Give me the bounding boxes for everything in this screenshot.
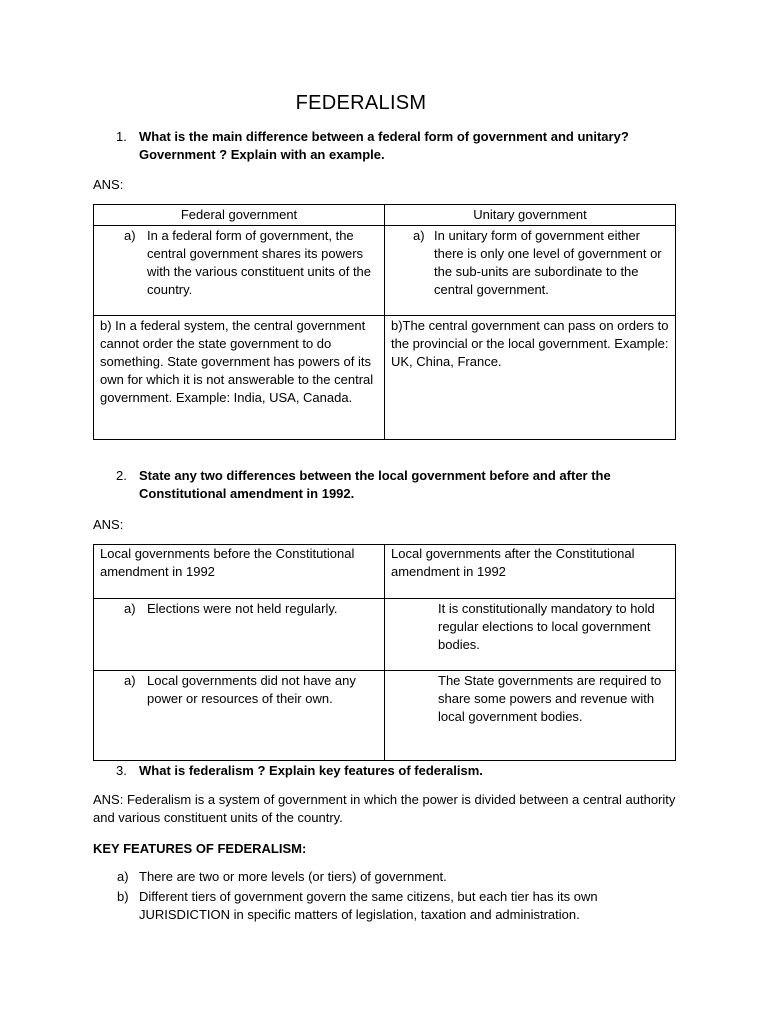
after-point-1: It is constitutionally mandatory to hold regular elections to local government bodies. bbox=[438, 601, 655, 652]
list-item bbox=[100, 600, 378, 618]
list-item bbox=[100, 672, 378, 708]
header-after-amendment: Local governments after the Constitutional amendment in 1992 bbox=[385, 545, 676, 599]
question-3 bbox=[116, 762, 676, 780]
question-3-number: 3. bbox=[116, 763, 127, 778]
federal-point-a: In a federal form of government, the central government shares its powers with the various constituent units of the country. bbox=[147, 228, 372, 297]
table-row bbox=[94, 316, 676, 440]
question-1-text: What is the main difference between a federal form of government and unitary? Government ? Explain with an example. bbox=[139, 129, 629, 162]
federal-vs-unitary-table bbox=[93, 204, 676, 440]
question-1-number: 1. bbox=[116, 129, 127, 144]
table-row bbox=[94, 599, 676, 671]
feature-marker: a) bbox=[117, 869, 129, 884]
question-3-text: What is federalism ? Explain key features of federalism. bbox=[139, 763, 483, 778]
table-header-row bbox=[94, 545, 676, 599]
table-cell bbox=[94, 671, 385, 761]
list-item bbox=[391, 227, 669, 299]
answer-3-text: ANS: Federalism is a system of government in which the power is divided between a central authority and various constituent units of the country. bbox=[93, 792, 676, 825]
table-cell bbox=[94, 226, 385, 316]
list-marker: a) bbox=[124, 673, 136, 688]
list-marker: a) bbox=[124, 228, 136, 243]
question-2-number: 2. bbox=[116, 468, 127, 483]
question-2 bbox=[116, 467, 676, 503]
feature-text: There are two or more levels (or tiers) of government. bbox=[139, 869, 447, 884]
before-point-2: Local governments did not have any power or resources of their own. bbox=[147, 673, 356, 706]
feature-text: Different tiers of government govern the same citizens, but each tier has its own JURISDICTION in specific matters of legislation, taxation and administration. bbox=[139, 889, 598, 922]
header-before-amendment: Local governments before the Constitutional amendment in 1992 bbox=[94, 545, 385, 599]
question-2-text: State any two differences between the local government before and after the Constitutional amendment in 1992. bbox=[139, 468, 611, 501]
after-point-2: The State governments are required to share some powers and revenue with local government bodies. bbox=[438, 673, 662, 724]
table-cell bbox=[385, 671, 676, 761]
table-cell bbox=[94, 599, 385, 671]
list-marker: a) bbox=[124, 601, 136, 616]
feature-item bbox=[117, 888, 677, 924]
header-federal-government: Federal government bbox=[94, 205, 385, 226]
table-cell bbox=[385, 599, 676, 671]
list-item bbox=[100, 227, 378, 299]
unitary-point-a: In unitary form of government either there is only one level of government or the sub-units are subordinate to the central government. bbox=[434, 228, 662, 297]
federal-point-b: b) In a federal system, the central government cannot order the state government to do something. State government has powers of its own for which it is not answerable to the central government. Example: India, USA, Canada. bbox=[94, 316, 385, 440]
table-header-row bbox=[94, 205, 676, 226]
table-row bbox=[94, 671, 676, 761]
feature-item bbox=[117, 868, 677, 886]
answer-2-label: ANS: bbox=[93, 517, 124, 532]
table-cell bbox=[385, 226, 676, 316]
unitary-point-b: b)The central government can pass on orders to the provincial or the local government. Example: UK, China, France. bbox=[385, 316, 676, 440]
key-features-heading: KEY FEATURES OF FEDERALISM: bbox=[93, 841, 307, 856]
local-government-table bbox=[93, 544, 676, 761]
question-1 bbox=[116, 128, 676, 164]
page-title: FEDERALISM bbox=[295, 92, 427, 114]
list-marker: a) bbox=[413, 228, 425, 243]
table-row bbox=[94, 226, 676, 316]
header-unitary-government: Unitary government bbox=[385, 205, 676, 226]
answer-1-label: ANS: bbox=[93, 177, 124, 192]
before-point-1: Elections were not held regularly. bbox=[147, 601, 338, 616]
feature-marker: b) bbox=[117, 889, 129, 904]
